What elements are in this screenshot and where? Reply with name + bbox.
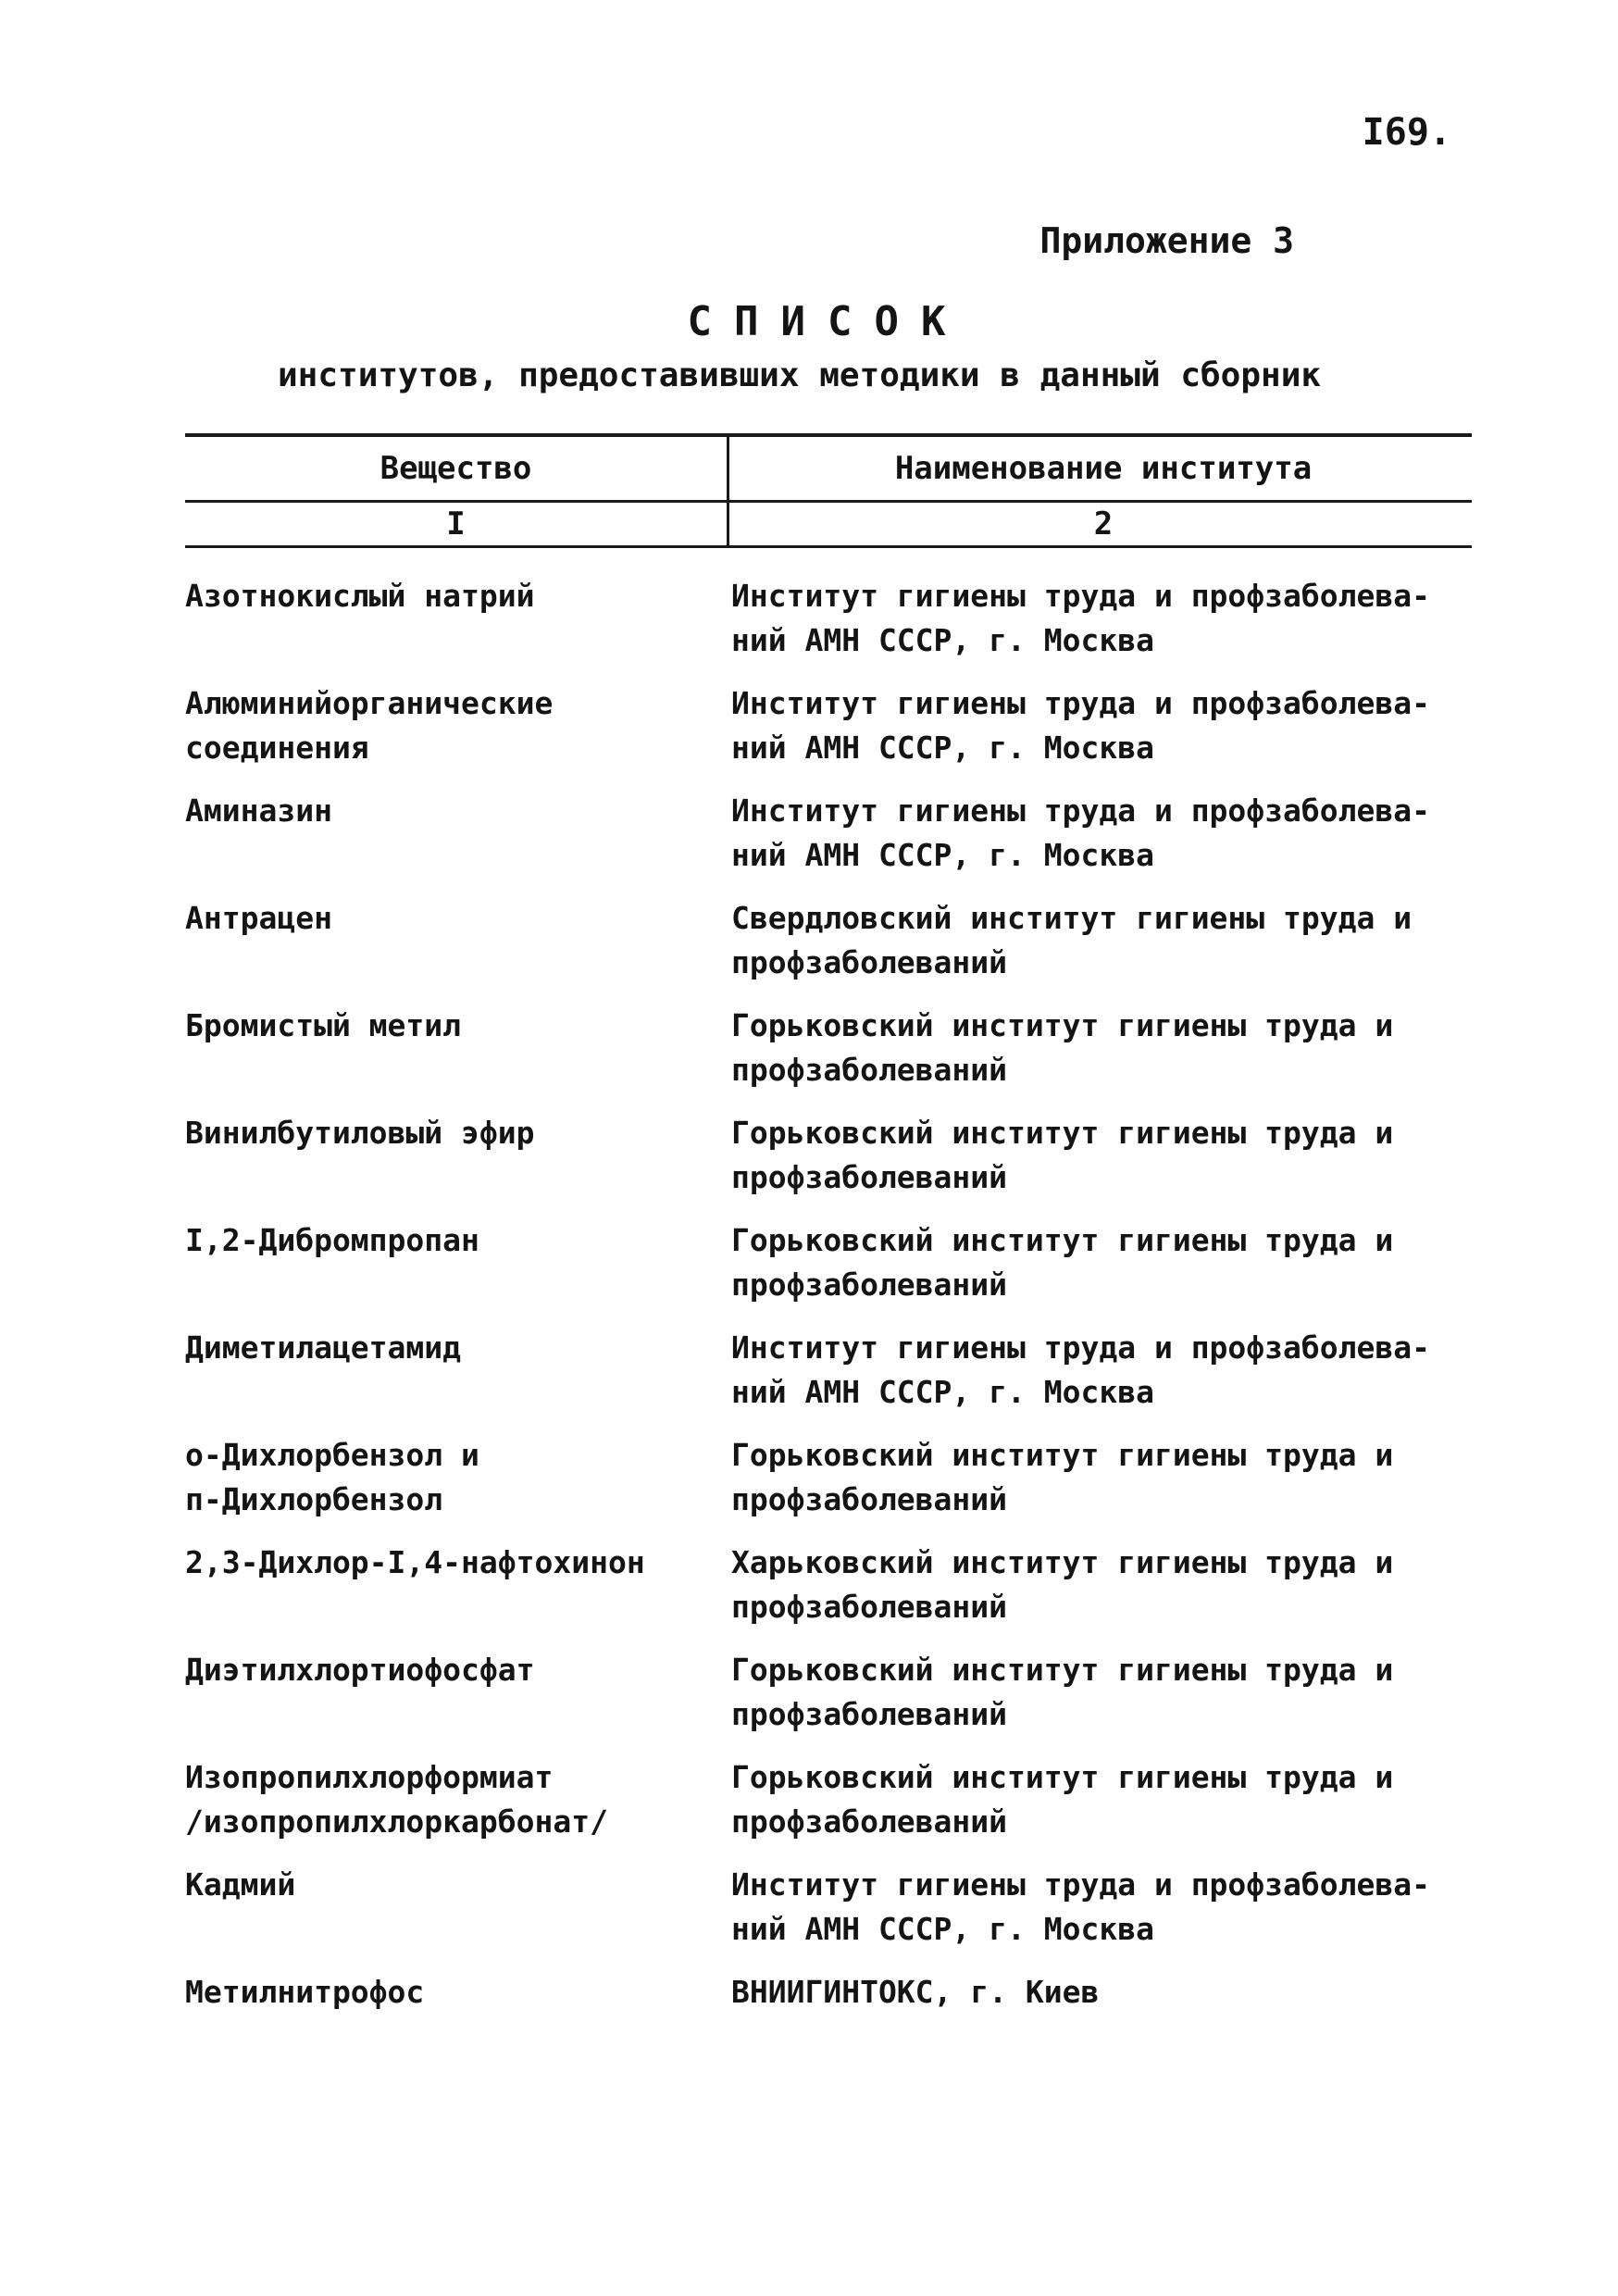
table-row (0, 681, 1618, 770)
institute-cell: Горьковский институт гигиены труда и профзаболеваний (731, 1115, 1394, 1195)
table-row (0, 1648, 1618, 1737)
page-number: I69. (1362, 111, 1451, 154)
institute-cell: Горьковский институт гигиены труда и профзаболеваний (731, 1759, 1394, 1840)
institute-cell: Горьковский институт гигиены труда и профзаболеваний (731, 1222, 1394, 1303)
substance-cell: Диэтилхлортиофосфат (185, 1652, 535, 1688)
institute-cell: Харьковский институт гигиены труда и профзаболеваний (731, 1544, 1394, 1625)
table-row (0, 1541, 1618, 1629)
substance-cell: 2,3-Дихлор-I,4-нафтохинон (185, 1544, 645, 1580)
table-row (0, 1433, 1618, 1522)
column-divider (727, 503, 735, 545)
institute-cell: Институт гигиены труда и профзаболева- ний АМН СССР, г. Москва (731, 685, 1430, 766)
substance-cell: Антрацен (185, 900, 332, 936)
institute-cell: Институт гигиены труда и профзаболева- ний АМН СССР, г. Москва (731, 578, 1430, 658)
institute-cell: Горьковский институт гигиены труда и профзаболеваний (731, 1437, 1394, 1517)
substance-cell: Кадмий (185, 1866, 296, 1903)
institute-cell: Свердловский институт гигиены труда и профзаболеваний (731, 900, 1413, 980)
table-body (0, 574, 1618, 2033)
substance-cell: Азотнокислый натрий (185, 578, 535, 614)
table-row (0, 1004, 1618, 1092)
substance-cell: Бромистый метил (185, 1007, 462, 1043)
table-row (0, 1755, 1618, 1844)
institute-cell: Институт гигиены труда и профзаболева- ний АМН СССР, г. Москва (731, 1866, 1430, 1947)
institute-cell: Горьковский институт гигиены труда и профзаболеваний (731, 1652, 1394, 1732)
substance-cell: Винилбутиловый эфир (185, 1115, 535, 1151)
table-header (185, 433, 1472, 548)
table-row (0, 789, 1618, 878)
substance-cell: Изопропилхлорформиат /изопропилхлоркарбонат/ (185, 1759, 608, 1840)
table-row (0, 1218, 1618, 1307)
institute-cell: Горьковский институт гигиены труда и профзаболеваний (731, 1007, 1394, 1088)
substance-cell: Аминазин (185, 792, 332, 829)
substance-cell: о-Дихлорбензол и п-Дихлорбензол (185, 1437, 479, 1517)
institute-cell: ВНИИГИНТОКС, г. Киев (731, 1974, 1100, 2010)
table-row (0, 1326, 1618, 1415)
column-number-2: 2 (1093, 505, 1114, 543)
table-row (0, 896, 1618, 985)
substance-cell: Диметилацетамид (185, 1329, 462, 1366)
numbers-rule (185, 545, 1472, 548)
column-numbers (185, 503, 1472, 545)
document-subtitle: институтов, предоставивших методики в данный сборник (278, 356, 1322, 394)
substance-cell: Алюминийорганические соединения (185, 685, 554, 766)
table-row (0, 1111, 1618, 1200)
substance-cell: Метилнитрофос (185, 1974, 425, 2010)
document-title: СПИСОК (687, 298, 968, 345)
column-headers (185, 437, 1472, 500)
substance-cell: I,2-Дибромпропан (185, 1222, 479, 1258)
column-header-institute: Наименование института (894, 450, 1313, 487)
appendix-label: Приложение 3 (1039, 220, 1294, 261)
table-row (0, 1863, 1618, 1952)
table-row (0, 1970, 1618, 2015)
institute-cell: Институт гигиены труда и профзаболева- ний АМН СССР, г. Москва (731, 792, 1430, 873)
institute-cell: Институт гигиены труда и профзаболева- ний АМН СССР, г. Москва (731, 1329, 1430, 1410)
column-header-substance: Вещество (380, 450, 532, 487)
table-row (0, 574, 1618, 663)
column-number-1: I (446, 505, 466, 543)
column-divider (727, 437, 735, 500)
